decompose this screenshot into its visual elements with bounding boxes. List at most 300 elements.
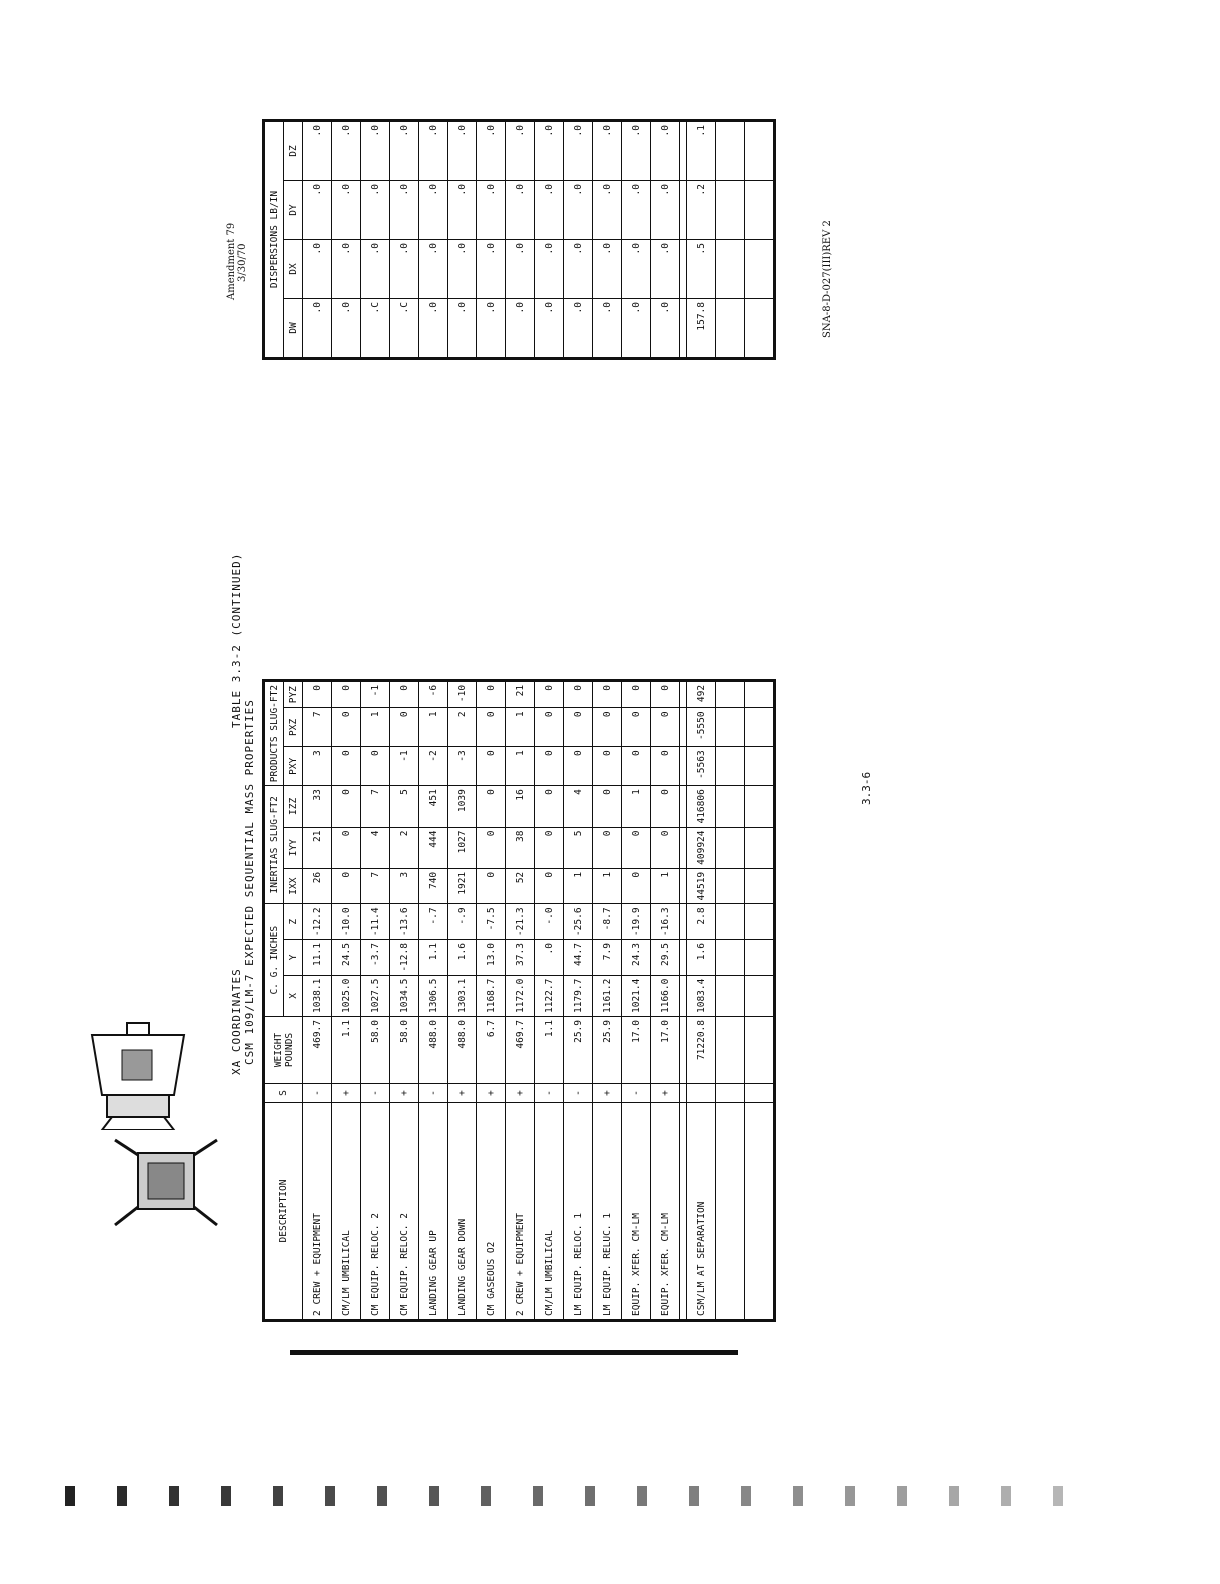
cell-w: 25.9 xyxy=(593,1017,622,1084)
cell-pxy: 0 xyxy=(564,747,593,786)
col-description: DESCRIPTION xyxy=(264,1103,303,1321)
table-row xyxy=(651,121,680,359)
cell-ixx: 1 xyxy=(651,868,680,904)
dispersion-cell: .1 xyxy=(687,121,716,181)
cell-x: 1161.2 xyxy=(593,975,622,1016)
cell-y: 24.3 xyxy=(622,940,651,976)
table-row xyxy=(651,680,680,1320)
cell-pxz: 7 xyxy=(303,708,332,747)
cell-pxz: 1 xyxy=(361,708,390,747)
cell-y: 24.5 xyxy=(332,940,361,976)
command-module-icon xyxy=(82,1015,194,1130)
cell-iyy: 444 xyxy=(419,827,448,868)
col-dw: DW xyxy=(284,299,303,359)
cell-izz: 0 xyxy=(535,786,564,827)
col-dz: DZ xyxy=(284,121,303,181)
cell-pyz: 0 xyxy=(477,680,506,707)
dispersion-cell: .C xyxy=(361,299,390,359)
cell-z: -12.2 xyxy=(303,904,332,940)
dispersion-cell: .0 xyxy=(332,240,361,299)
cell-pxy: 0 xyxy=(622,747,651,786)
cell-x: 1027.5 xyxy=(361,975,390,1016)
cell-ixx: 0 xyxy=(477,868,506,904)
cell-iyy: 0 xyxy=(651,827,680,868)
cell-izz: 0 xyxy=(651,786,680,827)
mass-properties-table xyxy=(262,679,776,1322)
cell-pxz: 0 xyxy=(564,708,593,747)
dispersion-cell: .0 xyxy=(593,299,622,359)
subtitle: CSM 109/LM-7 EXPECTED SEQUENTIAL MASS PROPERTIES xyxy=(243,699,256,1065)
table-row xyxy=(448,121,477,359)
cell-pxz: -5550 xyxy=(687,708,716,747)
blank-row xyxy=(745,121,775,359)
cell-ixx: 0 xyxy=(622,868,651,904)
table-row xyxy=(477,121,506,359)
cell-pxy: -1 xyxy=(390,747,419,786)
dispersion-cell: .0 xyxy=(361,240,390,299)
cell-pyz: 0 xyxy=(651,680,680,707)
table-row xyxy=(332,121,361,359)
cell-desc: 2 CREW + EQUIPMENT xyxy=(303,1103,332,1321)
cell-pxy: -2 xyxy=(419,747,448,786)
dispersion-cell: .0 xyxy=(477,240,506,299)
cell-y: 1.6 xyxy=(687,940,716,976)
dispersion-cell: .0 xyxy=(651,299,680,359)
cell-desc: CM EQUIP. RELOC. 2 xyxy=(390,1103,419,1321)
col-dx: DX xyxy=(284,240,303,299)
cell-s: - xyxy=(564,1084,593,1103)
cell-desc: CSM/LM AT SEPARATION xyxy=(687,1103,716,1321)
coords-label: XA COORDINATES xyxy=(230,968,243,1075)
cell-s: - xyxy=(303,1084,332,1103)
dispersion-cell: .0 xyxy=(361,121,390,181)
cell-pyz: 0 xyxy=(622,680,651,707)
table-row xyxy=(564,680,593,1320)
col-y: Y xyxy=(284,940,303,976)
cell-pxy: 0 xyxy=(651,747,680,786)
dispersion-cell: .0 xyxy=(593,181,622,240)
film-mark xyxy=(273,1486,283,1506)
dispersion-cell: .0 xyxy=(506,299,535,359)
cell-ixx: 44519 xyxy=(687,868,716,904)
dispersion-cell: .0 xyxy=(477,299,506,359)
cell-x: 1179.7 xyxy=(564,975,593,1016)
cell-z: -7.5 xyxy=(477,904,506,940)
cell-ixx: 7 xyxy=(361,868,390,904)
table-row xyxy=(303,680,332,1320)
col-izz: IZZ xyxy=(284,786,303,827)
cell-s: - xyxy=(419,1084,448,1103)
cell-ixx: 1 xyxy=(564,868,593,904)
film-mark xyxy=(169,1486,179,1506)
cell-s: + xyxy=(390,1084,419,1103)
cell-desc: CM/LM UMBILICAL xyxy=(332,1103,361,1321)
cell-pxz: 0 xyxy=(390,708,419,747)
dispersion-cell: .0 xyxy=(477,121,506,181)
cell-s: + xyxy=(477,1084,506,1103)
dispersion-cell: .0 xyxy=(390,121,419,181)
cell-z: -13.6 xyxy=(390,904,419,940)
doc-number: SNA-8-D-027(III)REV 2 xyxy=(822,220,833,338)
group-inertias: INERTIAS SLUG-FT2 xyxy=(264,786,284,904)
cell-iyy: 21 xyxy=(303,827,332,868)
cell-izz: 0 xyxy=(477,786,506,827)
cell-w: 71220.8 xyxy=(687,1017,716,1084)
cell-desc: LANDING GEAR UP xyxy=(419,1103,448,1321)
dispersion-cell: .0 xyxy=(535,240,564,299)
cell-s: + xyxy=(651,1084,680,1103)
cell-iyy: 0 xyxy=(332,827,361,868)
cell-ixx: 0 xyxy=(535,868,564,904)
cell-pxy: 0 xyxy=(477,747,506,786)
dispersion-cell: .0 xyxy=(332,299,361,359)
cell-w: 469.7 xyxy=(303,1017,332,1084)
cell-pyz: 0 xyxy=(303,680,332,707)
cell-pxz: 1 xyxy=(506,708,535,747)
dispersion-cell: .0 xyxy=(535,121,564,181)
col-pyz: PYZ xyxy=(284,680,303,707)
dispersion-cell: .0 xyxy=(419,121,448,181)
col-pxz: PXZ xyxy=(284,708,303,747)
dispersion-cell: .0 xyxy=(622,181,651,240)
film-mark xyxy=(377,1486,387,1506)
cell-y: 1.6 xyxy=(448,940,477,976)
cell-x: 1168.7 xyxy=(477,975,506,1016)
table-row xyxy=(593,121,622,359)
dispersion-cell: .0 xyxy=(390,181,419,240)
dispersion-cell: .0 xyxy=(564,240,593,299)
cell-pxy: 3 xyxy=(303,747,332,786)
cell-ixx: 3 xyxy=(390,868,419,904)
col-iyy: IYY xyxy=(284,827,303,868)
table-row xyxy=(361,680,390,1320)
cell-pxy: 0 xyxy=(535,747,564,786)
amendment-date: 3/30/70 xyxy=(237,243,248,282)
table-row xyxy=(593,680,622,1320)
table-row xyxy=(477,680,506,1320)
cell-s: - xyxy=(622,1084,651,1103)
cell-w: 58.0 xyxy=(390,1017,419,1084)
cell-izz: 416806 xyxy=(687,786,716,827)
cell-pxz: 0 xyxy=(535,708,564,747)
table-row xyxy=(390,121,419,359)
dispersion-cell: .5 xyxy=(687,240,716,299)
cell-w: 17.0 xyxy=(622,1017,651,1084)
cell-iyy: 409924 xyxy=(687,827,716,868)
dispersion-cell: .0 xyxy=(361,181,390,240)
film-mark xyxy=(221,1486,231,1506)
dispersion-cell: .0 xyxy=(419,240,448,299)
cell-desc: 2 CREW + EQUIPMENT xyxy=(506,1103,535,1321)
film-mark xyxy=(637,1486,647,1506)
cell-pyz: -6 xyxy=(419,680,448,707)
dispersions-title: DISPERSIONS LB/IN xyxy=(264,121,284,359)
cell-ixx: 1 xyxy=(593,868,622,904)
table-row xyxy=(506,680,535,1320)
dispersion-cell: .0 xyxy=(419,299,448,359)
lunar-module-icon xyxy=(110,1135,222,1230)
dispersion-cell: .0 xyxy=(535,299,564,359)
cell-y: 37.3 xyxy=(506,940,535,976)
dispersion-cell: .0 xyxy=(622,299,651,359)
dispersion-cell: 157.8 xyxy=(687,299,716,359)
cell-pxz: 0 xyxy=(593,708,622,747)
dispersion-cell: .0 xyxy=(303,240,332,299)
cell-z: -19.9 xyxy=(622,904,651,940)
cell-pxz: 1 xyxy=(419,708,448,747)
cell-s: + xyxy=(448,1084,477,1103)
dispersion-cell: .0 xyxy=(506,181,535,240)
cell-y: 7.9 xyxy=(593,940,622,976)
dispersion-cell: .0 xyxy=(506,121,535,181)
dispersion-cell: .C xyxy=(390,299,419,359)
table-row xyxy=(687,680,716,1320)
cell-w: 17.0 xyxy=(651,1017,680,1084)
col-pxy: PXY xyxy=(284,747,303,786)
cell-iyy: 38 xyxy=(506,827,535,868)
table-row xyxy=(506,121,535,359)
cell-w: 1.1 xyxy=(332,1017,361,1084)
dispersion-cell: .0 xyxy=(564,181,593,240)
blank-row xyxy=(716,121,745,359)
table-row xyxy=(622,121,651,359)
dispersion-cell: .0 xyxy=(593,121,622,181)
cell-z: -11.4 xyxy=(361,904,390,940)
col-ixx: IXX xyxy=(284,868,303,904)
dispersion-cell: .0 xyxy=(303,181,332,240)
cell-izz: 33 xyxy=(303,786,332,827)
col-sign: S xyxy=(264,1084,303,1103)
cell-desc: LM EQUIP. RELOC. 1 xyxy=(564,1103,593,1321)
cell-y: -12.8 xyxy=(390,940,419,976)
film-mark xyxy=(481,1486,491,1506)
dispersion-cell: .0 xyxy=(593,240,622,299)
film-mark xyxy=(1053,1486,1063,1506)
dispersion-cell: .0 xyxy=(303,121,332,181)
film-mark xyxy=(65,1486,75,1506)
table-row xyxy=(564,121,593,359)
cell-y: .0 xyxy=(535,940,564,976)
cell-w: 1.1 xyxy=(535,1017,564,1084)
cell-pyz: 21 xyxy=(506,680,535,707)
cell-s: + xyxy=(332,1084,361,1103)
table-title-block xyxy=(230,553,243,728)
dispersion-cell: .0 xyxy=(506,240,535,299)
table-title: TABLE 3.3-2 (CONTINUED) xyxy=(230,552,243,728)
cell-izz: 5 xyxy=(390,786,419,827)
cell-y: 13.0 xyxy=(477,940,506,976)
dispersion-cell: .0 xyxy=(651,240,680,299)
cell-pxy: 1 xyxy=(506,747,535,786)
dispersion-cell: .0 xyxy=(448,181,477,240)
cell-pyz: 0 xyxy=(593,680,622,707)
film-mark xyxy=(585,1486,595,1506)
dispersion-cell: .0 xyxy=(303,299,332,359)
cell-iyy: 1027 xyxy=(448,827,477,868)
cell-z: -10.0 xyxy=(332,904,361,940)
cell-pxz: 0 xyxy=(622,708,651,747)
dispersions-table xyxy=(262,119,776,360)
dispersion-cell: .0 xyxy=(477,181,506,240)
table-row xyxy=(535,121,564,359)
cell-izz: 7 xyxy=(361,786,390,827)
cell-pyz: 0 xyxy=(535,680,564,707)
film-mark xyxy=(689,1486,699,1506)
cell-z: -.7 xyxy=(419,904,448,940)
table-row xyxy=(390,680,419,1320)
table-row xyxy=(419,121,448,359)
col-z: Z xyxy=(284,904,303,940)
film-mark xyxy=(533,1486,543,1506)
header-block xyxy=(230,699,256,1075)
cell-pxz: 0 xyxy=(477,708,506,747)
cell-y: 1.1 xyxy=(419,940,448,976)
cell-pyz: 492 xyxy=(687,680,716,707)
cell-z: -16.3 xyxy=(651,904,680,940)
cell-desc: LANDING GEAR DOWN xyxy=(448,1103,477,1321)
cell-w: 488.0 xyxy=(419,1017,448,1084)
cell-izz: 16 xyxy=(506,786,535,827)
dispersion-cell: .0 xyxy=(564,121,593,181)
film-mark xyxy=(793,1486,803,1506)
cell-s xyxy=(687,1084,716,1103)
col-dy: DY xyxy=(284,181,303,240)
cell-s: + xyxy=(506,1084,535,1103)
cell-desc: CM EQUIP. RELOC. 2 xyxy=(361,1103,390,1321)
cell-w: 6.7 xyxy=(477,1017,506,1084)
table-row xyxy=(303,121,332,359)
dispersion-cell: .0 xyxy=(622,121,651,181)
film-mark xyxy=(897,1486,907,1506)
cell-x: 1166.0 xyxy=(651,975,680,1016)
cell-izz: 1 xyxy=(622,786,651,827)
cell-ixx: 0 xyxy=(332,868,361,904)
cell-pxy: 0 xyxy=(593,747,622,786)
dispersion-cell: .0 xyxy=(448,240,477,299)
cell-y: 11.1 xyxy=(303,940,332,976)
cell-pxy: -3 xyxy=(448,747,477,786)
cell-ixx: 26 xyxy=(303,868,332,904)
dispersion-cell: .0 xyxy=(332,121,361,181)
cell-x: 1172.0 xyxy=(506,975,535,1016)
cell-x: 1021.4 xyxy=(622,975,651,1016)
cell-y: 44.7 xyxy=(564,940,593,976)
cell-ixx: 740 xyxy=(419,868,448,904)
cell-desc: LM EQUIP. RELUC. 1 xyxy=(593,1103,622,1321)
cell-izz: 0 xyxy=(332,786,361,827)
cell-x: 1034.5 xyxy=(390,975,419,1016)
cell-pyz: 0 xyxy=(564,680,593,707)
film-mark xyxy=(117,1486,127,1506)
cell-pxz: 0 xyxy=(332,708,361,747)
cell-s: + xyxy=(593,1084,622,1103)
cell-x: 1025.0 xyxy=(332,975,361,1016)
cell-pyz: 0 xyxy=(332,680,361,707)
dispersion-cell: .0 xyxy=(535,181,564,240)
cell-z: -25.6 xyxy=(564,904,593,940)
cell-pxz: 2 xyxy=(448,708,477,747)
cell-x: 1306.5 xyxy=(419,975,448,1016)
cell-w: 25.9 xyxy=(564,1017,593,1084)
cell-ixx: 1921 xyxy=(448,868,477,904)
dispersion-cell: .0 xyxy=(332,181,361,240)
cell-ixx: 52 xyxy=(506,868,535,904)
film-mark xyxy=(741,1486,751,1506)
cell-desc: CM GASEOUS O2 xyxy=(477,1103,506,1321)
cell-w: 488.0 xyxy=(448,1017,477,1084)
dispersion-cell: .0 xyxy=(651,181,680,240)
cell-izz: 0 xyxy=(593,786,622,827)
cell-z: -21.3 xyxy=(506,904,535,940)
dispersion-cell: .0 xyxy=(622,240,651,299)
cell-iyy: 0 xyxy=(477,827,506,868)
separator-row xyxy=(680,121,687,359)
film-mark xyxy=(325,1486,335,1506)
dispersions-table-wrapper xyxy=(262,119,776,360)
cell-w: 58.0 xyxy=(361,1017,390,1084)
cell-z: 2.8 xyxy=(687,904,716,940)
cell-desc: EQUIP. XFER. CM-LM xyxy=(651,1103,680,1321)
col-weight: WEIGHT POUNDS xyxy=(264,1017,303,1084)
cell-x: 1083.4 xyxy=(687,975,716,1016)
dispersion-cell: .0 xyxy=(390,240,419,299)
cell-pyz: -1 xyxy=(361,680,390,707)
cell-x: 1122.7 xyxy=(535,975,564,1016)
cell-iyy: 2 xyxy=(390,827,419,868)
cell-izz: 1039 xyxy=(448,786,477,827)
table-row xyxy=(361,121,390,359)
page-number: 3.3-6 xyxy=(860,771,873,805)
cell-desc: EQUIP. XFER. CM-LM xyxy=(622,1103,651,1321)
cell-w: 469.7 xyxy=(506,1017,535,1084)
film-mark xyxy=(429,1486,439,1506)
table-row xyxy=(535,680,564,1320)
cell-iyy: 4 xyxy=(361,827,390,868)
separator-row xyxy=(680,680,687,1320)
cell-desc: CM/LM UMBILICAL xyxy=(535,1103,564,1321)
cell-z: -8.7 xyxy=(593,904,622,940)
cell-s: - xyxy=(535,1084,564,1103)
cell-pyz: -10 xyxy=(448,680,477,707)
cell-z: -.9 xyxy=(448,904,477,940)
table-row xyxy=(448,680,477,1320)
table-row xyxy=(687,121,716,359)
cell-y: -3.7 xyxy=(361,940,390,976)
cell-izz: 4 xyxy=(564,786,593,827)
cell-s: - xyxy=(361,1084,390,1103)
amendment-block xyxy=(226,223,248,300)
amendment-label: Amendment 79 xyxy=(226,222,237,300)
cell-iyy: 0 xyxy=(535,827,564,868)
mass-properties-table-wrapper xyxy=(262,679,776,1322)
group-products: PRODUCTS SLUG-FT2 xyxy=(264,680,284,785)
cell-pxy: -5563 xyxy=(687,747,716,786)
blank-row xyxy=(716,680,745,1320)
dispersion-cell: .2 xyxy=(687,181,716,240)
dispersion-cell: .0 xyxy=(651,121,680,181)
cell-iyy: 0 xyxy=(593,827,622,868)
cell-pxz: 0 xyxy=(651,708,680,747)
cell-iyy: 0 xyxy=(622,827,651,868)
cell-x: 1303.1 xyxy=(448,975,477,1016)
cell-x: 1038.1 xyxy=(303,975,332,1016)
cell-y: 29.5 xyxy=(651,940,680,976)
table-row xyxy=(332,680,361,1320)
cell-pyz: 0 xyxy=(390,680,419,707)
table-row xyxy=(419,680,448,1320)
bottom-rule xyxy=(290,1350,738,1355)
cell-pxy: 0 xyxy=(361,747,390,786)
